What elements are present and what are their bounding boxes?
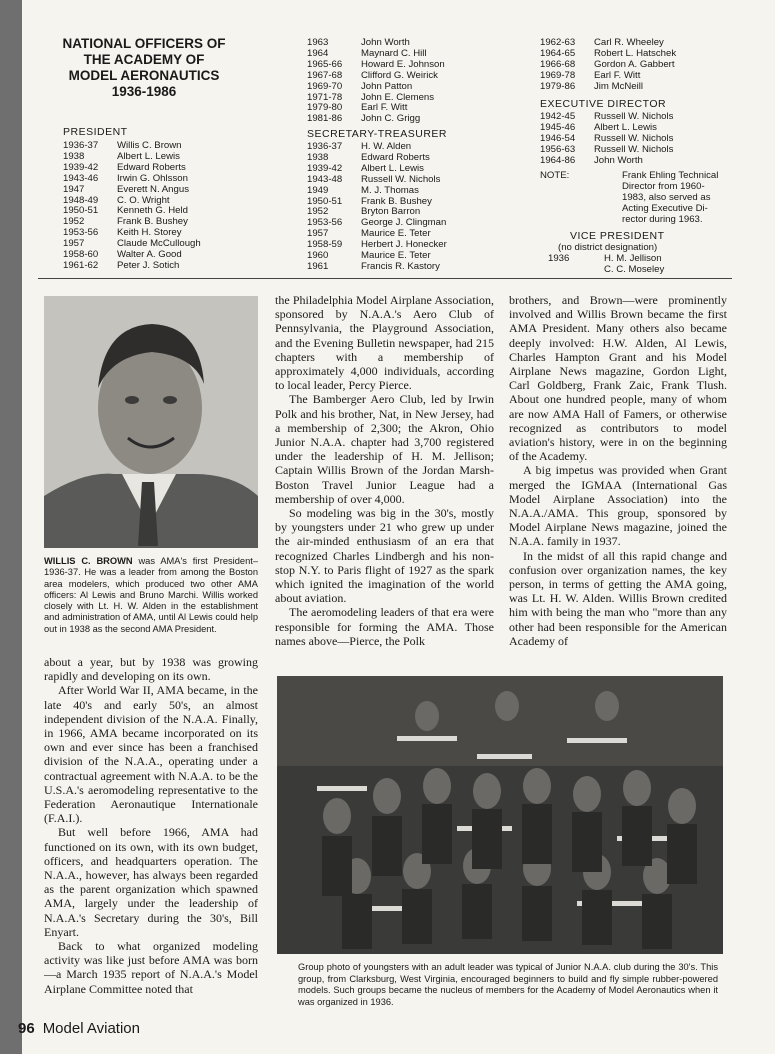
president-list-b [307, 38, 445, 125]
officer-years: 1953-56 [307, 217, 343, 229]
officer-name: Russell W. Nichols [361, 173, 441, 185]
note-text: Frank Ehling Technical Director from 1960- 1983, also served as Acting Executive Di- rector during 1963. [622, 170, 719, 225]
officer-name: Bryton Barron [361, 206, 421, 218]
officer-years: 1952 [307, 206, 329, 218]
officer-years: 1946-54 [540, 132, 576, 144]
vice-subheading: (no district designation) [558, 242, 658, 253]
column-1-text: about a year, but by 1938 was growing rapidly and developing on its own. After World War II, AMA became, in the late 40's and early 50's, an almost independent division of the N.A.A. Finally, in 1966, AMA became incorporated on its own and ever since has been a franchised division of the N.A.A., operating under a contractual agreement with N.A.A. to be the U.S.A.'s aeromodeling representative to the Federation Aeronautique Internationale (F.A.I.). But well before 1966, AMA had functioned on its own, with its own budget, officers, and headquarters operation. The N.A.A., however, has always been regarded as the parent organization which spawned AMA, largely under the leadership of N.A.A.'s Secretary during the 30's, Bill Enyart. Back to what organized modeling activity was like just before AMA was born—a March 1935 report of N.A.A.'s Model Airplane Committee noted that [44, 655, 258, 996]
vice-name-1: H. M. Jellison [604, 253, 662, 264]
officer-row [307, 186, 447, 197]
vice-name-2: C. C. Moseley [604, 264, 665, 275]
officer-years: 1967-68 [307, 69, 343, 81]
officer-years: 1966-68 [540, 58, 576, 70]
officer-name: John Patton [361, 80, 413, 92]
officer-row [540, 82, 676, 93]
officer-years: 1961-62 [63, 259, 99, 271]
officer-name: Earl F. Witt [361, 102, 408, 114]
officer-years: 1964 [307, 47, 329, 59]
officer-years: 1962-63 [540, 37, 576, 48]
officer-row [307, 82, 445, 93]
officer-years: 1964-86 [540, 154, 576, 166]
officer-name: Clifford G. Weirick [361, 69, 438, 81]
officer-years: 1981-86 [307, 113, 343, 125]
officer-years: 1950-51 [63, 205, 99, 217]
officer-name: Maurice E. Teter [361, 250, 431, 262]
executive-list [540, 112, 673, 167]
officer-name: Irwin G. Ohlsson [117, 172, 188, 184]
officer-name: Russell W. Nichols [594, 111, 674, 122]
officer-name: Willis C. Brown [117, 140, 182, 151]
officer-name: Edward Roberts [117, 161, 186, 173]
officer-name: H. W. Alden [361, 141, 412, 152]
group-photo-illustration [277, 676, 723, 954]
officer-row [63, 185, 201, 196]
officer-years: 1960 [307, 250, 329, 262]
officer-name: Herbert J. Honecker [361, 239, 447, 251]
executive-heading: EXECUTIVE DIRECTOR [540, 98, 667, 110]
officer-row [307, 71, 445, 82]
officer-years: 1957 [307, 228, 329, 240]
officer-name: Russell W. Nichols [594, 143, 674, 155]
portrait-caption: WILLIS C. BROWN was AMA's first President–1936-37. He was a leader from among the Boston area modelers, which produced two other AMA officers: Al Lewis and Bruno Marchi. Willis worked closely with Lt. H. W. Alden in the establishment and administration of AMA, until Al Lewis could help out in 1938 as the second AMA President. [44, 556, 258, 634]
section-divider [38, 278, 732, 279]
officer-name: Keith H. Storey [117, 227, 182, 239]
officer-years: 1953-56 [63, 227, 99, 239]
officer-years: 1945-46 [540, 121, 576, 133]
officer-name: John Worth [361, 37, 410, 48]
officer-row [307, 175, 447, 186]
page-footer [18, 1020, 140, 1037]
column-2-text: the Philadelphia Model Airplane Association, sponsored by N.A.A.'s Aero Club of Pennsylvania, the Playground Association, and the Evening Bulletin newspaper, had 215 chapters with a membership of approximately 4,000 individuals, according to local leader, Percy Pierce. The Bamberger Aero Club, led by Irwin Polk and his brother, Nat, in New Jersey, had a membership of 2,300; the Akron, Ohio Junior N.A.A. chapter had 3,700 registered under the leadership of H. M. Jellison; Captain Willis Brown of the Jordan Marsh-Boston Travel Junior League had a membership of over 4,000. So modeling was big in the 30's, mostly by youngsters under 21 who grew up under the air-minded enthusiasm of an era that recognized Charles Lindbergh and his non-stop N.Y. to Paris flight of 1927 as the spark which ignited the imagination of the world about aviation. The aeromodeling leaders of that era were responsible for forming the AMA. Those names above—Pierce, the Polk [275, 293, 494, 648]
officer-row [540, 145, 673, 156]
officer-years: 1958-60 [63, 249, 99, 261]
officer-years: 1943-48 [307, 173, 343, 185]
group-photo-caption: Group photo of youngsters with an adult leader was typical of Junior N.A.A. club during the 30's. This group, from Clarksburg, West Virginia, encouraged beginners to build and fly simple rubber-powered models. Such groups became the nucleus of members for the Academy of Model Aeronautics when it was organized in 1936. [298, 962, 718, 1007]
officers-title: NATIONAL OFFICERS OF THE ACADEMY OF MODEL AERONAUTICS 1936-1986 [62, 36, 226, 99]
officer-years: 1936-37 [63, 140, 99, 151]
president-heading: PRESIDENT [63, 126, 128, 138]
officer-name: Gordon A. Gabbert [594, 58, 675, 70]
officer-years: 1949 [307, 184, 329, 196]
officer-row [540, 156, 673, 167]
officer-name: John C. Grigg [361, 113, 421, 125]
officer-years: 1964-65 [540, 47, 576, 59]
officer-years: 1938 [63, 150, 85, 162]
officer-years: 1938 [307, 151, 329, 163]
officer-years: 1948-49 [63, 194, 99, 206]
officer-years: 1969-78 [540, 69, 576, 81]
officer-name: Albert L. Lewis [594, 121, 657, 133]
officer-years: 1958-59 [307, 239, 343, 251]
officer-name: Kenneth G. Held [117, 205, 188, 217]
willis-brown-photo [44, 296, 258, 548]
officer-name: Maurice E. Teter [361, 228, 431, 240]
officer-name: Howard E. Johnson [361, 58, 445, 70]
officer-years: 1947 [63, 183, 85, 195]
officer-years: 1943-46 [63, 172, 99, 184]
officer-row [540, 71, 676, 82]
officer-name: Albert L. Lewis [361, 162, 424, 174]
officer-name: Peter J. Sotich [117, 259, 180, 271]
magazine-name: Model Aviation [42, 1020, 140, 1037]
officer-name: M. J. Thomas [361, 184, 419, 196]
officer-name: George J. Clingman [361, 217, 447, 229]
officer-name: Jim McNeill [594, 80, 644, 92]
president-list-a [63, 141, 201, 272]
officer-row [307, 114, 445, 125]
officer-name: Earl F. Witt [594, 69, 641, 81]
officer-years: 1956-63 [540, 143, 576, 155]
officer-name: C. O. Wright [117, 194, 170, 206]
officer-years: 1950-51 [307, 195, 343, 207]
officer-years: 1979-86 [540, 80, 576, 92]
officer-years: 1952 [63, 216, 85, 228]
officer-years: 1957 [63, 238, 85, 250]
officer-name: Walter A. Good [117, 249, 182, 261]
portrait-illustration [44, 296, 258, 548]
officer-years: 1965-66 [307, 58, 343, 70]
officer-name: Carl R. Wheeley [594, 37, 664, 48]
officer-years: 1936-37 [307, 141, 343, 152]
officer-name: Claude McCullough [117, 238, 201, 250]
officer-years: 1942-45 [540, 111, 576, 122]
officer-years: 1971-78 [307, 91, 343, 103]
officer-years: 1939-42 [63, 161, 99, 173]
officer-name: Russell W. Nichols [594, 132, 674, 144]
officer-row [63, 261, 201, 272]
officer-name: Edward Roberts [361, 151, 430, 163]
vice-heading: VICE PRESIDENT [570, 230, 665, 242]
column-3-text: brothers, and Brown—were prominently involved and Willis Brown became the first AMA President. Many others also became deeply involved: H.W. Alden, Al Lewis, Charles Hampton Grant and his Model Airplane News magazine, Gordon Light, Carl Goldberg, Frank Zaic, Frank Tlush. About one hundred people, many of whom are now AMA Hall of Famers, or otherwise recognized as contributors to model aviation's history, were in on the beginning of the Academy. A big impetus was provided when Grant merged the IGMAA (International Gas Model Airplane Association) into the N.A.A./AMA. This group, sponsored by Model Airplane News magazine, joined the N.A.A. family in 1937. In the midst of all this rapid change and confusion over organization names, the key person, in terms of getting the AMA going, was Lt. H. W. Alden. Willis Brown credited him with being the man who "more than any other had been responsible for the American Academy of [509, 293, 727, 648]
secretary-list-a [307, 142, 447, 273]
officer-years: 1961 [307, 260, 329, 272]
secretary-list-b [540, 38, 676, 93]
officer-years: 1979-80 [307, 102, 343, 114]
officer-name: Everett N. Angus [117, 183, 189, 195]
officer-name: Robert L. Hatschek [594, 47, 677, 59]
officer-name: John E. Clemens [361, 91, 435, 103]
officer-years: 1939-42 [307, 162, 343, 174]
secretary-heading: SECRETARY-TREASURER [307, 128, 448, 140]
officer-name: Maynard C. Hill [361, 47, 427, 59]
officer-years: 1969-70 [307, 80, 343, 92]
officer-row [307, 262, 447, 273]
note-label: NOTE: [540, 170, 570, 181]
vice-year: 1936 [548, 253, 570, 264]
officer-name: Frank B. Bushey [117, 216, 188, 228]
group-photo [277, 676, 723, 954]
officer-name: Francis R. Kastory [361, 260, 440, 272]
officer-name: Frank B. Bushey [361, 195, 432, 207]
officer-name: John Worth [594, 154, 643, 166]
officer-row [63, 174, 201, 185]
officer-name: Albert L. Lewis [117, 150, 180, 162]
officer-years: 1963 [307, 37, 329, 48]
page-number: 96 [18, 1020, 35, 1037]
